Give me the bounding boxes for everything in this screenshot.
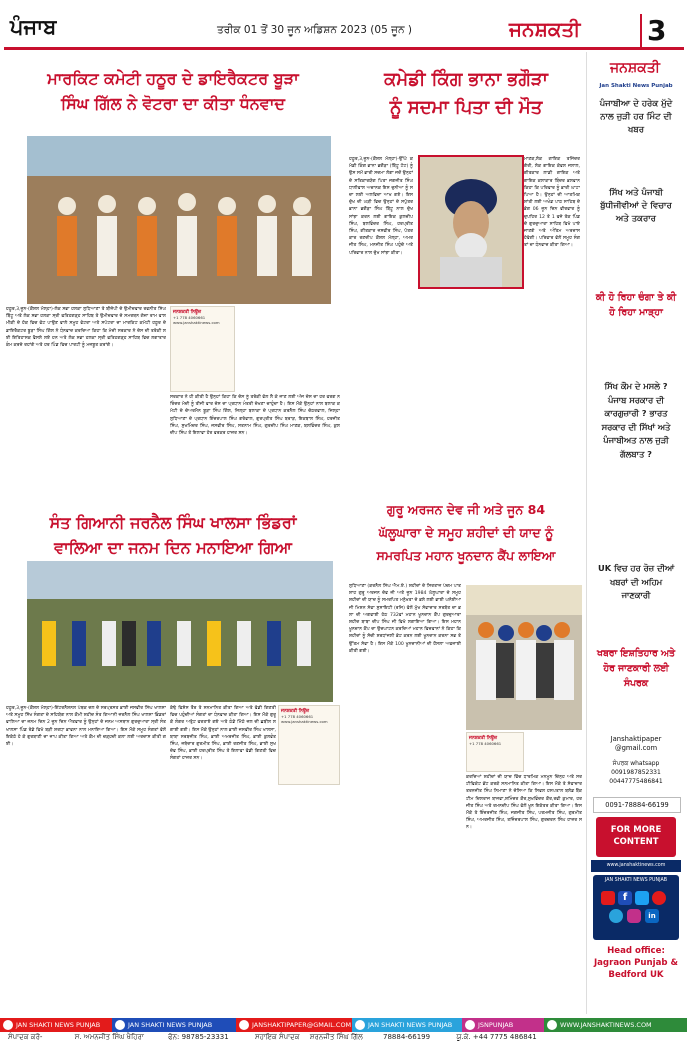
more-content-line2: CONTENT xyxy=(613,837,659,847)
article3-photo xyxy=(27,561,333,702)
footer-link-facebook-label: JAN SHAKTI NEWS PUNJAB xyxy=(128,1021,213,1029)
twitter-icon xyxy=(355,1020,365,1030)
subeditor-phone: 78884-66199 xyxy=(383,1033,431,1041)
article4-headline-line2: ਘੱਲੂਘਾਰਾ ਦੇ ਸਮੂਹ ਸ਼ਹੀਦਾਂ ਦੀ ਯਾਦ ਨੂੰ xyxy=(378,525,554,540)
footer-credits xyxy=(8,1032,683,1043)
youtube-icon[interactable] xyxy=(601,891,615,905)
head-office-line1: Jagraon Punjab & xyxy=(593,958,679,968)
instagram-icon xyxy=(465,1020,475,1030)
social-label: JAN SHAKTI NEWS PUNJAB xyxy=(604,878,668,883)
ad-label: ਜਨਸ਼ਕਤੀ ਨਿਊਜ਼ xyxy=(173,310,202,315)
ad-phone: +1 778 4060661 xyxy=(173,315,206,320)
youtube-icon xyxy=(3,1020,13,1030)
subeditor-name: ਸ਼ਰਨਜੀਤ ਸਿੰਘ ਗਿੱਲ xyxy=(309,1033,363,1041)
editor-name: ਸ. ਅਮਨਜੀਤ ਸਿੰਘ ਖੈਹਿਰਾ xyxy=(74,1033,144,1041)
uk-phone: ਯੂ.ਕੇ. +44 7775 486841 xyxy=(456,1033,537,1041)
article2-body-left: ਹਠੂਰ,3,ਜੂਨ-(ਕੌਸ਼ਲ ਮੱਲ੍ਹਾ)-ਉੱਘੇ ਕਮੇਡੀ ਕਿੰਗ ਭਾਨਾ ਭਗੌੜਾ (ਬਿੱਟੂ ਟੱਟ) ਨੂੰ ਉਸ ਸਮੇਂ ਭਾਰੀ ਸਦਮਾ ਲੱਗਾ ਜਦੋਂ ਉਨ੍ਹਾਂ ਦੇ ਸਤਿਕਾਰਯੋਗ ਪਿਤਾ ਜਗਜੀਤ ਸਿੰਘ ਧਾਲੀਵਾਲ ਅਚਾਨਕ ਇਸ ਦੁਨੀਆ ਨੂੰ ਸਦਾ ਲਈ ਅਲਵਿਦਾ ਆਖ ਗਏ। ਇਸ ਦੁੱਖ ਦੀ ਘੜੀ ਵਿਚ ਉਨ੍ਹਾਂ ਦੇ ਸਪੁੱਤਰ ਭਾਨਾ ਭਗੌੜਾ ਸਿੰਘ ਬਿੱਟੂ ਨਾਲ ਦੁੱਖ ਸਾਂਝਾ ਕਰਨ ਲਈ ਗਾਇਕ ਕੁਲਦੀਪ ਸਿੰਘ, ਬਲਵਿੰਦਰ ਸਿੰਘ, ਹਰਪ੍ਰੀਤ ਸਿੰਘ, ਗੀਤਕਾਰ ਜਸਵੀਰ ਸਿੰਘ, ਪੱਤਰਕਾਰ ਰਣਦੀਪ ਕੌਸ਼ਲ ਮੱਲ੍ਹਾ, ਅਮਰਜੀਤ ਸਿੰਘ, ਮਨਜੀਤ ਸਿੰਘ ਪਹੁੰਚੇ ਅਤੇ ਪਰਿਵਾਰ ਨਾਲ ਦੁੱਖ ਸਾਂਝਾ ਕੀਤਾ। xyxy=(349,157,413,256)
subeditor-label: ਸਹਾਇਕ ਸੰਪਾਦਕ xyxy=(254,1033,300,1041)
sidebar-promo6: ਖਬਰਾ ਇਸ਼ਤਿਹਾਰ ਅਤੇ ਹੋਰ ਜਾਣਕਾਰੀ ਲਈ ਸੰਪਰਕ xyxy=(597,648,675,689)
footer-link-email[interactable] xyxy=(236,1018,352,1032)
ad-phone: +1 778 4060661 xyxy=(281,714,314,719)
ad-phone: +1 778 4060661 xyxy=(469,741,502,746)
footer-link-twitter-label: JAN SHAKTI NEWS PUNJAB xyxy=(368,1021,453,1029)
article3-col1: ਹਠੂਰ,3,ਜੂਨ-(ਕੌਸ਼ਲ ਮੱਲ੍ਹਾ)-ਇੰਟਰਨੈਸ਼ਨਲ ਪੰਥਕ ਦਲ ਦੇ ਸਰਪ੍ਰਸਤ ਭਾਈ ਜਸਵੀਰ ਸਿੰਘ ਖਾਲਸਾ ਅਤੇ ਸਮੂਹ ਸਿੱਖ ਸੰਗਤਾ ਦੇ ਸਹਿਯੋਗ ਨਾਲ ਕੌਮੀ ਸ਼ਹੀਦ ਸੰਤ ਗਿਆਨੀ ਜਰਨੈਲ ਸਿੰਘ ਖਾਲਸਾ ਭਿੰਡਰਾਂ ਵਾਲਿਆ ਦਾ ਜਨਮ ਦਿਨ 2 ਜੂਨ ਦਿਨ ਐਤਵਾਰ ਨੂੰ ਉਨ੍ਹਾਂ ਦੇ ਜਨਮ ਅਸਥਾਨ ਗੁਰਦੁਆਰਾ ਸ੍ਰੀ ਸੰਤ ਖਾਲਸਾ ਪਿੰਡ ਰੋਡੇ ਵਿਖੇ ਬੜੀ ਸ਼ਰਧਾ ਭਾਵਨਾ ਨਾਲ ਮਨਾਇਆ ਗਿਆ। ਇਸ ਮੌਕੇ ਸਮੂਹ ਸੰਗਤਾਂ ਵੱਲੋਂ ਇਕੱਠੇ ਹੋ ਕੇ ਗੁਰਬਾਣੀ ਦਾ ਜਾਪ ਕੀਤਾ ਗਿਆ ਅਤੇ ਕੌਮ ਦੀ ਚੜ੍ਹਦੀ ਕਲਾ ਲਈ ਅਰਦਾਸ ਕੀਤੀ ਗਈ। xyxy=(6,706,166,748)
footer-link-website-label: WWW.JANSHAKTINEWS.COM xyxy=(560,1021,652,1029)
website-link[interactable]: www.janshaktinews.com xyxy=(591,860,681,872)
article3-ad xyxy=(278,705,340,785)
facebook-icon[interactable]: f xyxy=(618,891,632,905)
linkedin-icon[interactable]: in xyxy=(645,909,659,923)
footer-link-email-label: JANSHAKTIPAPER@GMAIL.COM xyxy=(252,1021,352,1029)
whatsapp-number-1: 0091987852331 xyxy=(611,769,661,776)
section-name: ਪੰਜਾਬ xyxy=(10,15,57,39)
footer-link-instagram[interactable] xyxy=(462,1018,544,1032)
brand-logo-right: ਸ਼ਕਤੀ xyxy=(534,17,581,41)
page-number: 3 xyxy=(640,14,666,47)
twitter-icon[interactable] xyxy=(635,891,649,905)
article1-col1: ਹਠੂਰ,3,ਜੂਨ-(ਕੌਸ਼ਲ ਮੱਲ੍ਹਾ)-ਲੋਕ ਸਭਾ ਹਲਕਾ ਲੁਧਿਆਣਾ ਤੋ ਬੀਜੇਪੀ ਦੇ ਉਮੀਦਵਾਰ ਰਵਨੀਤ ਸਿੰਘ ਬਿੱਟੂ ਅਤੇ ਲੋਕ ਸਭਾ ਹਲਕਾ ਸ੍ਰੀ ਫਤਿਹਗੜ੍ਹ ਸਾਹਿਬ ਤੋ ਉਮੀਦਵਾਰ ਦੇ ਸਮਰਥਨ ਗੇਜ਼ਾ ਰਾਮ ਵਾਲਮੀਕੀ ਦੇ ਹੱਕ ਵਿਚ ਵੋਟ ਪਾਉਣ ਵਾਲੇ ਸਮੂਹ ਵੋਟਰਾ ਅਤੇ ਸਪੋਟਰਾ ਦਾ ਮਾਰਕਿਟ ਕਮੇਟੀ ਹਠੂਰ ਦੇ ਡਾਇਰੈਕਟਰ ਬੂੜਾ ਸਿੰਘ ਗਿੱਲ ਨੇ ਧੰਨਵਾਦ ਕਰਦਿਆ ਕਿਹਾ ਕਿ ਮੋਦੀ ਸਰਕਾਰ ਨੇ ਦੇਸ ਦੀ ਤਰੱਕੀ ਲਈ ਇਤਿਹਾਸਕ ਫੈਸਲੇ ਲਏ ਹਨ ਅਤੇ ਲੋਕ ਸਭਾ ਹਲਕਾ ਸ੍ਰੀ ਫਤਿਹਗੜ੍ਹ ਸਾਹਿਬ ਵਿਚ ਲਗਾਤਾਰ ਕੰਮ ਕਰਦੇ ਰਹਾਂਗੇ ਅਤੇ ਹਰ ਪਿੰਡ ਵਿਚ ਪਾਰਟੀ ਨੂੰ ਮਜਬੂਤ ਕਰਾਂਗੇ। xyxy=(6,307,166,349)
head-office-line2: Bedford UK xyxy=(608,970,664,980)
brand-logo xyxy=(509,17,580,41)
ad-label: ਜਨਸ਼ਕਤੀ ਨਿਊਜ਼ xyxy=(281,709,310,714)
ad-site: www.janshaktinews.com xyxy=(281,719,328,724)
sidebar-phone-box: 0091-78884-66199 xyxy=(593,797,681,813)
article1-headline-line2: ਸਿੰਘ ਗਿੱਲ ਨੇ ਵੋਟਰਾ ਦਾ ਕੀਤਾ ਧੰਨਵਾਦ xyxy=(61,94,285,113)
whatsapp-number-2: 00447775486841 xyxy=(609,778,663,785)
footer-link-youtube[interactable] xyxy=(0,1018,112,1032)
sidebar-brand-sub: Jan Shakti News Punjab xyxy=(599,83,673,89)
sidebar-whatsapp-block xyxy=(595,759,677,786)
edition-date: ਤਰੀਕ 01 ਤੋਂ 30 ਜੂਨ ਅਡਿਸ਼ਨ 2023 (05 ਜੂਨ ) xyxy=(217,24,412,36)
telegram-icon[interactable] xyxy=(609,909,623,923)
article4-ad xyxy=(466,732,524,772)
article4-photo xyxy=(466,585,582,730)
portrait-figure xyxy=(420,157,522,287)
whatsapp-label: ਸੰਪਰਕ whatsapp xyxy=(612,760,660,767)
more-content-line1: FOR MORE xyxy=(610,825,662,835)
more-content-banner[interactable] xyxy=(596,817,676,857)
editor-phone: ਫੋਨ: 98785-23331 xyxy=(168,1033,229,1041)
page-header xyxy=(0,0,687,48)
article3-col2: ਕੱਢੇ ਵਿਸ਼ੇਸ ਤੌਰ ਤੇ ਸਨਮਾਨਿਤ ਕੀਤਾ ਗਿਆ ਅਤੇ ਵੱਡੀ ਗਿਣਤੀ ਵਿਚ ਪਹੁੰਚੀਆਂ ਸੰਗਤਾਂ ਦਾ ਧੰਨਵਾਦ ਕੀਤਾ ਗਿਆ। ਇਸ ਮੌਕੇ ਗੁਰੂ ਕੇ ਲੰਗਰ ਅਤੁੱਟ ਵਰਤਾਏ ਗਏ ਅਤੇ ਠੰਡੇ ਮਿੱਠੇ ਜਲ ਦੀ ਛਬੀਲ ਲਗਾਈ ਗਈ। ਇਸ ਮੌਕੇ ਉਨ੍ਹਾਂ ਨਾਲ ਭਾਈ ਜਸਵੀਰ ਸਿੰਘ ਖਾਲਸਾ, ਬਾਬਾ ਸਰਬਜੀਤ ਸਿੰਘ, ਭਾਈ ਅਮਰਜੀਤ ਸਿੰਘ, ਭਾਈ ਕੁਲਵੰਤ ਸਿੰਘ, ਜਥੇਦਾਰ ਗੁਰਮੀਤ ਸਿੰਘ, ਭਾਈ ਰਣਜੀਤ ਸਿੰਘ, ਭਾਈ ਸੁਖਦੇਵ ਸਿੰਘ, ਭਾਈ ਹਰਪ੍ਰੀਤ ਸਿੰਘ ਤੋ ਇਲਾਵਾ ਵੱਡੀ ਗਿਣਤੀ ਵਿਚ ਸੰਗਤਾਂ ਹਾਜ਼ਰ ਸਨ। xyxy=(170,706,276,762)
article2-headline-line1: ਕਮੇਡੀ ਕਿੰਗ ਭਾਨਾ ਭਗੌੜਾ xyxy=(384,69,548,90)
article1-photo xyxy=(27,136,331,304)
header-divider xyxy=(4,47,684,50)
article1-headline-line1: ਮਾਰਕਿਟ ਕਮੇਟੀ ਹਠੂਰ ਦੇ ਡਾਇਰੈਕਟਰ ਬੂੜਾ xyxy=(47,69,299,88)
ad-site: www.janshaktinews.com xyxy=(173,320,220,325)
article4-headline xyxy=(348,498,584,567)
head-office-label: Head office: xyxy=(607,946,665,956)
article1-ad xyxy=(170,306,235,392)
sidebar-promo1: ਪੰਜਾਬੀਆ ਦੇ ਹਰੇਕ ਮੁੱਦੇ ਨਾਲ ਜੁੜੀ ਹਰ ਮਿੰਟ ਦੀ ਖਬਰ xyxy=(599,99,673,135)
footer-link-twitter[interactable] xyxy=(352,1018,462,1032)
mail-icon xyxy=(239,1020,249,1030)
article2-portrait xyxy=(418,155,524,289)
article4-col2: ਕਰਦਿਆਂ ਸ਼ਹੀਦਾਂ ਦੀ ਯਾਦ ਵਿੱਚ ਧਾਰਮਿਕ ਮਨਮੂਨ ਚਿੰਨ੍ਹ ਅਤੇ ਸਰਟੀਫਿਕੇਟ ਭੇਂਟ ਕਰਕੇ ਸਨਮਾਨਿਤ ਕੀਤਾ ਗਿਆ। ਇਸ ਮੌਕੇ ਤੇ ਸੇਵਾਦਾਰ ਤਰਨਜੀਤ ਸਿੰਘ ਨਿਮਾਣਾ ਨੇ ਦੱਸਿਆ ਕਿ ਸਿਵਲ ਹਸਪਤਾਲ ਬਲੱਡ ਬੈਂਕ ਟੀਮ ਦਿਲਰਾਜ ਬਾਜਵਾ,ਸ਼ਮਿੰਦਰ ਕੌਰ,ਸੁਖਵਿੰਦਰ ਕੌਰ,ਰਵੀ ਕੁਮਾਰ, ਹਰਜੀਤ ਸਿੰਘ ਅਤੇ ਰਮਨਦੀਪ ਸਿੰਘ ਵੱਲੋਂ ਖੂਨ ਇਕੱਤਰ ਕੀਤਾ ਗਿਆ। ਇਸ ਮੌਕੇ ਤੇ ਇੰਦਰਜੀਤ ਸਿੰਘ, ਜਗਜੀਤ ਸਿੰਘ, ਪਰਮਜੀਤ ਸਿੰਘ, ਗੁਰਮੀਤ ਸਿੰਘ, ਅਮਰਜੀਤ ਸਿੰਘ, ਤਜਿੰਦਰਪਾਲ ਸਿੰਘ, ਗੁਰਚਰਨ ਸਿੰਘ ਹਾਜ਼ਰ ਸਨ। xyxy=(466,775,582,831)
editor-label: ਸੰਪਾਦਕ ਕਰੋ- xyxy=(8,1033,43,1041)
article3-headline-line1: ਸੰਤ ਗਿਆਨੀ ਜਰਨੈਲ ਸਿੰਘ ਖਾਲਸਾ ਭਿੰਡਰਾਂ xyxy=(49,513,297,532)
article3-photo-scene xyxy=(27,561,333,702)
article3-headline-line2: ਵਾਲਿਆ ਦਾ ਜਨਮ ਦਿਨ ਮਨਾਇਆ ਗਿਆ xyxy=(54,538,292,557)
footer-link-facebook[interactable] xyxy=(112,1018,236,1032)
article1-photo-scene xyxy=(27,136,331,304)
sidebar-brand: ਜਨਸ਼ਕਤੀ xyxy=(610,60,660,76)
article4-photo-scene xyxy=(466,585,582,730)
article2-body-right: ਮਾਣਕ,ਲੋਕ ਗਾਇਕ ਤਜਿੰਦਰ ਗੇਰੀ, ਲੋਕ ਗਾਇਕ ਕੇਵਲ ਜਲਾਲ, ਗੀਤਕਾਰ ਲਾਡੀ ਗਾਇਕ ਅਤੇ ਗਾਇਕ ਕਲਾਕਾਰ ਬਿੰਦਰ ਭਲਵਾਨ ਕਿਹਾ ਕਿ ਪਰਿਵਾਰ ਨੂੰ ਭਾਰੀ ਘਾਟਾ ਪਿਆ ਹੈ। ਉਨ੍ਹਾਂ ਦੀ ਆਤਮਿਕ ਸ਼ਾਂਤੀ ਲਈ ਅਖੰਡ ਪਾਠ ਸਾਹਿਬ ਦੇ ਭੋਗ 06 ਜੂਨ ਦਿਨ ਵੀਰਵਾਰ ਨੂੰ ਦੁਪਹਿਰ 12 ਤੋ 1 ਵਜੇ ਤੱਕ ਪਿੰਡ ਦੇ ਗੁਰਦੁਆਰਾ ਸਾਹਿਬ ਵਿਖੇ ਪਾਏ ਜਾਣਗੇ ਅਤੇ ਅੰਤਿਮ ਅਰਦਾਸ ਹੋਵੇਗੀ। ਪਰਿਵਾਰ ਵੱਲੋਂ ਸਮੂਹ ਸੰਗਤਾਂ ਦਾ ਧੰਨਵਾਦ ਕੀਤਾ ਗਿਆ। xyxy=(524,157,580,249)
article2-headline-line2: ਨੂੰ ਸਦਮਾ ਪਿਤਾ ਦੀ ਮੌਤ xyxy=(389,97,543,118)
article1-headline xyxy=(6,66,340,116)
article4-headline-line1: ਗੁਰੂ ਅਰਜਨ ਦੇਵ ਜੀ ਅਤੇ ਜੂਨ 84 xyxy=(386,502,546,517)
article2-headline xyxy=(350,66,582,122)
footer-link-website[interactable] xyxy=(544,1018,687,1032)
sidebar-promo4: ਸਿੱਖ ਕੌਮ ਦੇ ਮਸਲੇ ? ਪੰਜਾਬ ਸਰਕਾਰ ਦੀ ਕਾਰਗੁਜ਼ਾਰੀ ? ਭਾਰਤ ਸਰਕਾਰ ਦੀ ਸਿੱਖਾਂ ਅਤੇ ਪੰਜਾਬੀਅਤ ਨਾਲ ਜੁੜੀ ਗੱਲਬਾਤ ? xyxy=(601,381,671,459)
sidebar-promo2: ਸਿੱਖ ਅਤੇ ਪੰਜਾਬੀ ਬੁੱਧੀਜੀਵੀਆਂ ਦੇ ਵਿਚਾਰ ਅਤੇ ਤਕਰਾਰ xyxy=(600,188,672,224)
facebook-icon xyxy=(115,1020,125,1030)
article3-headline xyxy=(6,510,340,560)
sidebar xyxy=(586,52,685,1014)
sidebar-promo3: ਕੀ ਹੋ ਰਿਹਾ ਚੰਗਾ ਤੇ ਕੀ ਹੋ ਰਿਹਾ ਮਾੜ੍ਹਾ xyxy=(595,292,677,318)
ad-label: ਜਨਸ਼ਕਤੀ ਨਿਊਜ਼ xyxy=(469,736,498,741)
article4-headline-line3: ਸਮਰਪਿਤ ਮਹਾਨ ਖੂਨਦਾਨ ਕੈਂਪ ਲਾਇਆ xyxy=(376,548,556,563)
instagram-icon[interactable] xyxy=(627,909,641,923)
globe-icon xyxy=(547,1020,557,1030)
footer-link-instagram-label: JSNPUNJAB xyxy=(478,1021,514,1029)
footer-link-youtube-label: JAN SHAKTI NEWS PUNJAB xyxy=(16,1021,101,1029)
social-panel xyxy=(593,875,679,940)
article1-col2: ਸਰਕਾਰ ਨੇ ਹੀ ਕੀਤੀ ਹੈ ਉਨ੍ਹਾਂ ਕਿਹਾ ਕਿ ਦੇਸ ਨੂੰ ਤਰੱਕੀ ਵੱਲ ਲੈ ਕੇ ਜਾਣ ਲਈ ਅੱਜ ਦੇਸ ਦਾ ਹਰ ਵਰਗ ਨਰਿੰਦਰ ਮੋਦੀ ਨੂੰ ਤੀਜੀ ਵਾਰ ਦੇਸ ਦਾ ਪ੍ਰਧਾਨ ਮੰਤਰੀ ਦੇਖਣਾ ਚਾਹੁੰਦਾ ਹੈ। ਇਸ ਮੌਕੇ ਉਨ੍ਹਾਂ ਨਾਲ ਬਲਾਕ ਕਮੇਟੀ ਦੇ ਚੇਅਰਮੈਨ ਬੂੜਾ ਸਿੰਘ ਗਿੱਲ, ਜਿਲ੍ਹਾ ਬਲਾਕਾ ਦੇ ਪ੍ਰਧਾਨ ਕਰਨੈਲ ਸਿੰਘ ਚੱਠਰਵਾਲ, ਜਿਲ੍ਹਾ ਲੁਧਿਆਣਾ ਦੇ ਪ੍ਰਧਾਨ ਇੰਦਰਪਾਲ ਸਿੰਘ ਗਰੇਵਾਲ, ਗੁਰਪ੍ਰੀਤ ਸਿੰਘ ਬਰਾੜ, ਇਕਬਾਲ ਸਿੰਘ, ਹਰਜੀਤ ਸਿੰਘ, ਸੁਖਮਿੰਦਰ ਸਿੰਘ, ਜਸਵੀਰ ਸਿੰਘ, ਸਤਨਾਮ ਸਿੰਘ, ਗੁਰਦੀਪ ਸਿੰਘ ਮਾਣਕ, ਬਲਵਿੰਦਰ ਸਿੰਘ, ਕੁਲਦੀਪ ਸਿੰਘ ਤੋ ਇਲਾਵਾ ਹੋਰ ਵਰਕਰ ਹਾਜ਼ਰ ਸਨ। xyxy=(170,395,340,437)
sidebar-email[interactable]: Janshaktipaper @gmail.com xyxy=(610,735,662,752)
play-icon[interactable] xyxy=(652,891,666,905)
brand-logo-left: ਜਨ xyxy=(509,17,535,41)
head-office xyxy=(591,945,681,981)
article4-col1: ਲੁਧਿਆਣਾ (ਕਰਨੈਲ ਸਿੰਘ ਐਮ.ਏ.) ਸ਼ਹੀਦਾਂ ਦੇ ਸਿਰਤਾਜ ਪੰਚਮ ਪਾਤਸ਼ਾਹ ਗੁਰੂ ਅਰਜਨ ਦੇਵ ਜੀ ਅਤੇ ਜੂਨ 1984 ਘੱਲੂਘਾਰਾ ਦੇ ਸਮੂਹ ਸ਼ਹੀਦਾਂ ਦੀ ਯਾਦ ਨੂੰ ਸਮਰਪਿਤ ਮਨੁੱਖਤਾ ਦੇ ਭਲੇ ਲਈ ਭਾਈ ਘਨੱਈਆ ਜੀ ਮਿਸ਼ਨ ਸੇਵਾ ਸੁਸਾਇਟੀ (ਰਜਿ) ਵੱਲੋਂ ਮੁੱਖ ਸੇਵਾਦਾਰ ਸਰਬੱਤ ਦਾ ਭਲਾ ਦੀ ਅਗਵਾਈ ਹੇਠ 732ਵਾਂ ਮਹਾਨ ਖੂਨਦਾਨ ਕੈਂਪ ਗੁਰਦੁਆਰਾ ਸ਼ਹੀਦ ਬਾਬਾ ਦੀਪ ਸਿੰਘ ਜੀ ਵਿਖੇ ਲਗਾਇਆ ਗਿਆ। ਇਸ ਮਹਾਨ ਖੂਨਦਾਨ ਕੈਂਪ ਦਾ ਉਦਘਾਟਨ ਕਰਦਿਆਂ ਮਹਾਨ ਵਿਦਵਾਨਾਂ ਨੇ ਕਿਹਾ ਕਿ ਸ਼ਹੀਦਾਂ ਨੂੰ ਸੱਚੀ ਸ਼ਰਧਾਂਜਲੀ ਭੇਟ ਕਰਨ ਲਈ ਖੂਨਦਾਨ ਕਰਨਾ ਸਭ ਤੋ ਉੱਤਮ ਸੇਵਾ ਹੈ। ਇਸ ਮੌਕੇ 100 ਖੂਨਦਾਨੀਆਂ ਦੀ ਹੌਸਲਾ ਅਫਜਾਈ ਕੀਤੀ ਗਈ। xyxy=(349,584,461,654)
sidebar-promo5: UK ਵਿਚ ਹਰ ਰੋਜ਼ ਦੀਆਂ ਖਬਰਾਂ ਦੀ ਅਹਿਮ ਜਾਣਕਾਰੀ xyxy=(597,563,674,600)
